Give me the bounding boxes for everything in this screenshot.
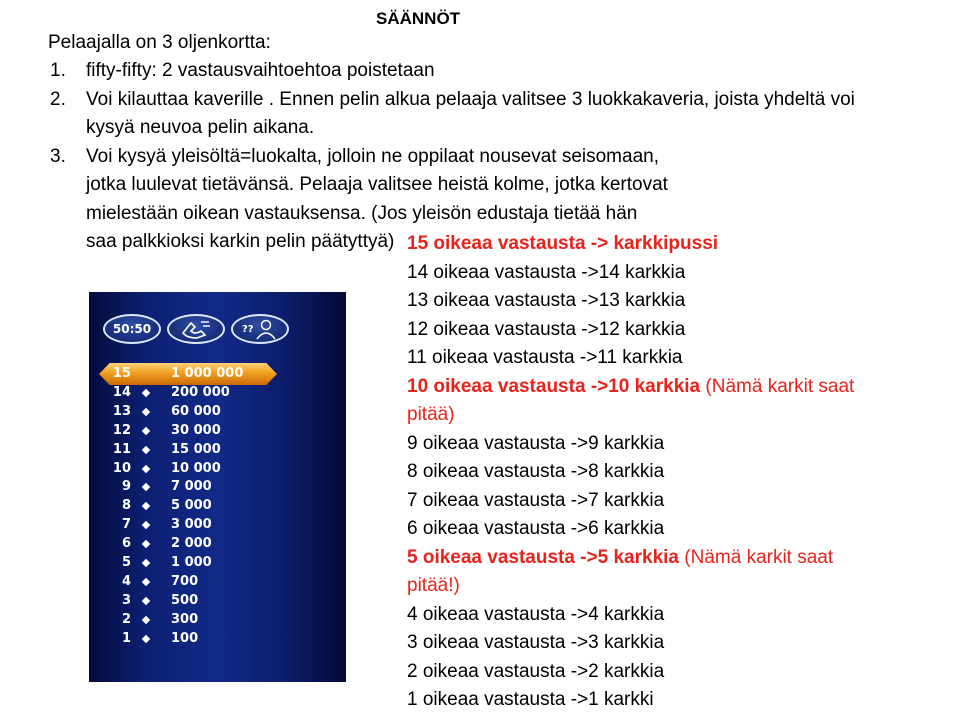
rung-amount: 15 000 (171, 441, 221, 457)
rule-text: Voi kilauttaa kaverille . Ennen pelin alkua pelaaja valitsee 3 luokkakaveria, joista yhdeltä voi kysyä neuvoa pelin aikana. (86, 88, 855, 138)
lifelines (103, 314, 303, 344)
diamond-icon (142, 426, 150, 434)
prize-line (407, 430, 877, 459)
ladder-rung (105, 630, 305, 648)
rung-amount: 500 (171, 592, 199, 608)
rules-list (48, 57, 908, 257)
rule-number: 1. (50, 60, 66, 81)
prize-main: 15 oikeaa vastausta -> karkkipussi (407, 233, 719, 254)
fifty-fifty-icon (103, 314, 161, 344)
prize-main: 4 oikeaa vastausta ->4 karkkia (407, 603, 665, 625)
prize-main: 9 oikeaa vastausta ->9 karkkia (407, 432, 665, 454)
diamond-icon (142, 445, 150, 453)
rung-level: 5 (121, 555, 131, 570)
rung-level: 3 (121, 592, 131, 608)
rung-level: 13 (112, 403, 131, 419)
rung-level: 10 (112, 460, 131, 476)
prize-line (407, 487, 877, 516)
prize-main: 14 oikeaa vastausta ->14 karkkia (407, 261, 686, 283)
rung-level: 12 (112, 422, 131, 438)
prize-main: 10 oikeaa vastausta ->10 karkkia (407, 375, 701, 397)
rung-level: 2 (121, 611, 131, 627)
diamond-icon (142, 615, 150, 623)
ladder-rung (105, 573, 305, 591)
prize-line (407, 287, 877, 316)
rung-level: 9 (121, 479, 131, 495)
prize-line (407, 658, 877, 687)
ladder-rung (105, 535, 305, 553)
prize-main: 5 oikeaa vastausta ->5 karkkia (407, 546, 679, 568)
rule-number: 2. (50, 88, 66, 110)
rung-level: 8 (121, 498, 131, 514)
ladder-rung (105, 497, 305, 515)
fifty-fifty-label: 50:50 (112, 322, 152, 336)
ladder-rung (105, 403, 305, 421)
prize-line (407, 515, 877, 544)
diamond-icon (142, 521, 150, 529)
rung-amount: 2 000 (171, 536, 212, 552)
svg-text:??: ?? (242, 324, 254, 335)
ladder-rung (105, 478, 305, 496)
diamond-icon (142, 408, 150, 416)
phone-icon (167, 314, 225, 344)
rung-level: 7 (121, 517, 131, 533)
prize-line (407, 316, 877, 345)
rung-amount: 7 000 (171, 479, 212, 495)
rung-amount: 700 (171, 573, 199, 589)
rung-level: 1 (121, 630, 131, 646)
rung-amount: 1 000 (171, 555, 212, 570)
rung-level: 4 (121, 573, 131, 589)
prize-line (407, 686, 877, 715)
money-ladder (89, 292, 346, 682)
diamond-icon (142, 502, 150, 510)
rule-text: fifty-fifty: 2 vastausvaihtoehtoa poistetaan (86, 60, 435, 81)
prize-list (407, 230, 877, 715)
phone-icon-glyph (179, 319, 213, 339)
rule-text: Voi kysyä yleisöltä=luokalta, jolloin ne oppilaat nousevat seisomaan, jotka luulevat tietävänsä. Pelaaja valitsee heistä kolme, jotka kertovat mielestään oikean vastauksensa. (Jos yleisön edustaja tietää hän saa palkkioksi karkin pelin päätyttyä) (86, 145, 668, 252)
prize-main: 13 oikeaa vastausta ->13 karkkia (407, 290, 686, 311)
prize-main: 3 oikeaa vastausta ->3 karkkia (407, 632, 665, 653)
ladder-rung (105, 554, 305, 572)
rung-amount: 10 000 (171, 460, 221, 476)
rule-item (48, 57, 908, 86)
prize-note: (Nämä karkit saat pitää!) (407, 546, 834, 596)
rung-amount: 300 (171, 611, 199, 627)
prize-line (407, 344, 877, 373)
ladder-rung (105, 516, 305, 534)
rung-amount: 60 000 (171, 403, 221, 419)
ladder-rung (105, 422, 305, 440)
rule-number: 3. (50, 145, 66, 167)
diamond-icon (142, 540, 150, 548)
prize-line (407, 601, 877, 630)
page-title: SÄÄNNÖT (376, 9, 461, 28)
diamond-icon (142, 483, 150, 491)
prize-main: 12 oikeaa vastausta ->12 karkkia (407, 318, 686, 340)
prize-main: 11 oikeaa vastausta ->11 karkkia (407, 347, 683, 368)
ladder-rung (105, 592, 305, 610)
rung-amount: 5 000 (171, 498, 212, 514)
diamond-icon (142, 559, 150, 567)
prize-main: 7 oikeaa vastausta ->7 karkkia (407, 489, 665, 511)
audience-icon (231, 314, 289, 344)
ladder-rung (105, 460, 305, 478)
rung-amount: 200 000 (171, 384, 230, 400)
ladder-rung (105, 441, 305, 459)
rung-level: 6 (121, 536, 131, 552)
intro-text: Pelaajalla on 3 oljenkortta: (48, 32, 271, 53)
ladder-rung (105, 611, 305, 629)
prize-line (407, 544, 877, 601)
rung-amount: 30 000 (171, 422, 221, 438)
diamond-icon (142, 464, 150, 472)
diamond-icon (142, 597, 150, 605)
prize-line (407, 458, 877, 487)
prize-main: 1 oikeaa vastausta ->1 karkki (407, 689, 654, 710)
ladder-rung (105, 384, 305, 402)
rung-level: 14 (112, 384, 131, 400)
prize-main: 8 oikeaa vastausta ->8 karkkia (407, 461, 665, 482)
diamond-icon (142, 634, 150, 642)
diamond-icon (142, 578, 150, 586)
audience-icon-glyph (240, 318, 280, 340)
diamond-icon (142, 389, 150, 397)
rung-level: 11 (112, 441, 131, 457)
rung-level: 15 (112, 366, 131, 381)
prize-line (407, 373, 877, 430)
prize-note: (Nämä karkit saat pitää) (407, 375, 855, 425)
ladder-rung (105, 365, 305, 383)
prize-main: 2 oikeaa vastausta ->2 karkkia (407, 660, 665, 682)
prize-line (407, 259, 877, 288)
rung-amount: 100 (171, 630, 199, 646)
rule-item (48, 86, 908, 143)
prize-line (407, 629, 877, 658)
rung-amount: 3 000 (171, 517, 212, 533)
rung-amount: 1 000 000 (171, 366, 244, 381)
prize-main: 6 oikeaa vastausta ->6 karkkia (407, 518, 665, 539)
prize-line (407, 230, 877, 259)
